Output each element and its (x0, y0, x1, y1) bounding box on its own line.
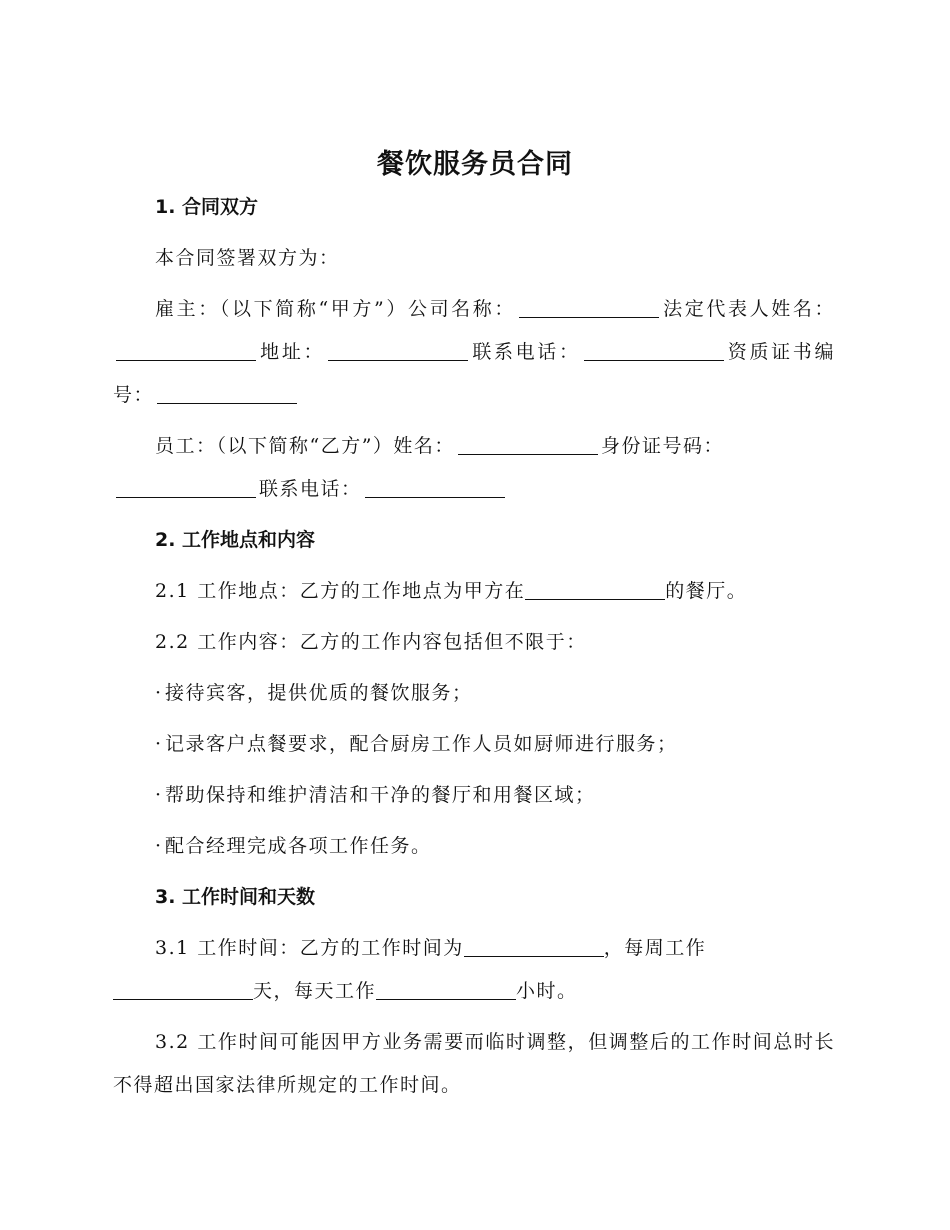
section-3-heading: 3. 工作时间和天数 (155, 886, 316, 908)
employee-phone-label: 联系电话： (259, 478, 362, 500)
employer-lead: 雇主：（以下简称“甲方”）公司名称： (155, 298, 517, 320)
bullet-mark: · (155, 682, 163, 704)
address-label: 地址： (259, 341, 326, 363)
id-number-label: 身份证号码： (600, 435, 724, 457)
list-item (113, 672, 835, 715)
employer-phone-blank[interactable] (584, 340, 724, 361)
list-item-text: 接待宾客，提供优质的餐饮服务； (165, 682, 473, 704)
work-location-text: 2.1 工作地点：乙方的工作地点为甲方在 (155, 580, 526, 602)
document-title: 餐饮服务员合同 (377, 149, 573, 180)
list-item (113, 825, 835, 868)
work-location-blank[interactable] (525, 579, 665, 600)
employee-phone-blank[interactable] (365, 477, 505, 498)
legal-rep-blank[interactable] (116, 340, 256, 361)
document-body (113, 186, 835, 1115)
section-2-heading: 2. 工作地点和内容 (155, 529, 316, 551)
section-1-heading: 1. 合同双方 (155, 196, 259, 218)
address-blank[interactable] (328, 340, 468, 361)
list-item-text: 记录客户点餐要求，配合厨房工作人员如厨师进行服务； (165, 733, 678, 755)
list-item-text: 配合经理完成各项工作任务。 (165, 835, 432, 857)
company-name-blank[interactable] (519, 297, 659, 318)
employee-lead: 员工：（以下简称“乙方”）姓名： (155, 435, 455, 457)
bullet-mark: · (155, 835, 163, 857)
work-time-paragraph (113, 927, 835, 1013)
work-time-text: 3.1 工作时间：乙方的工作时间为 (155, 937, 464, 959)
bullet-mark: · (155, 733, 163, 755)
list-item-text: 帮助保持和维护清洁和干净的餐厅和用餐区域； (165, 784, 596, 806)
days-per-week-blank[interactable] (113, 979, 253, 1000)
work-location-suffix: 的餐厅。 (665, 580, 748, 602)
certificate-label: 资质证书编号： (113, 341, 835, 406)
list-item (113, 774, 835, 817)
list-item (113, 723, 835, 766)
employee-name-blank[interactable] (458, 434, 598, 455)
work-hours-blank[interactable] (464, 936, 604, 957)
work-location-paragraph (113, 570, 835, 613)
work-content-paragraph: 2.2 工作内容：乙方的工作内容包括但不限于： (155, 631, 587, 653)
section-1-intro: 本合同签署双方为： (155, 247, 340, 269)
hours-per-day-blank[interactable] (376, 979, 516, 1000)
id-number-blank[interactable] (116, 477, 256, 498)
bullet-mark: · (155, 784, 163, 806)
employer-phone-label: 联系电话： (471, 341, 581, 363)
legal-rep-label: 法定代表人姓名： (662, 298, 835, 320)
certificate-blank[interactable] (157, 383, 297, 404)
time-adjustment-paragraph: 3.2 工作时间可能因甲方业务需要而临时调整，但调整后的工作时间总时长不得超出国家法律所规定的工作时间。 (113, 1031, 835, 1096)
work-time-suffix: 小时。 (516, 980, 578, 1002)
employer-paragraph (113, 288, 835, 417)
employee-paragraph (113, 425, 835, 511)
work-week-text: ，每周工作 (603, 937, 707, 959)
work-day-text: 天，每天工作 (253, 980, 377, 1002)
